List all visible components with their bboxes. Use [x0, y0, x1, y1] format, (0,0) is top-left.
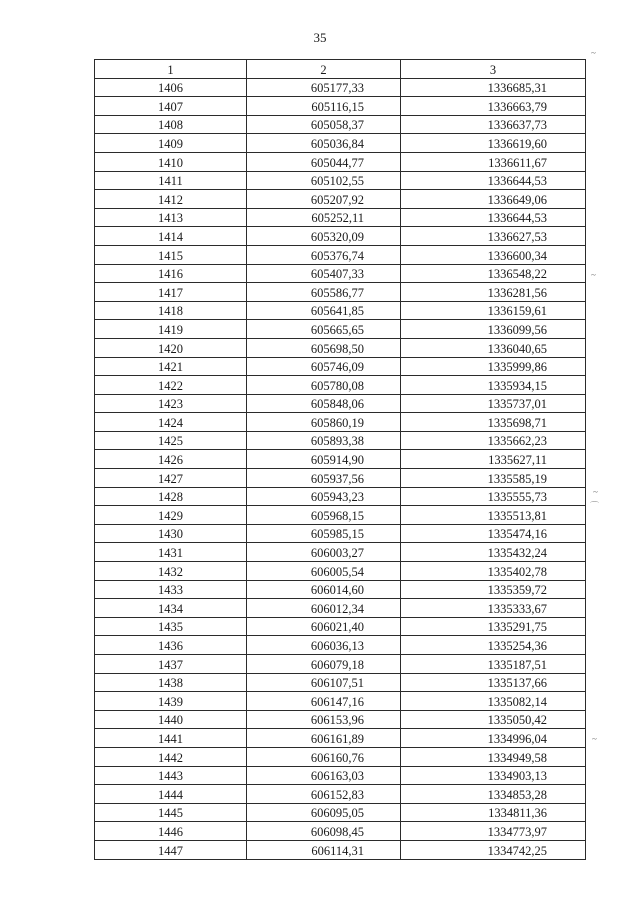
cell-point-number: 1446 [95, 822, 247, 841]
table-row [95, 97, 586, 116]
cell-point-number: 1406 [95, 78, 247, 97]
column-header-point-number: 1 [95, 60, 247, 79]
cell-x-coordinate: 606114,31 [247, 840, 401, 859]
cell-y-coordinate: 1336637,73 [401, 115, 586, 134]
cell-x-coordinate: 606161,89 [247, 729, 401, 748]
cell-x-coordinate: 605376,74 [247, 245, 401, 264]
cell-point-number: 1434 [95, 599, 247, 618]
table-row [95, 413, 586, 432]
cell-x-coordinate: 606079,18 [247, 655, 401, 674]
cell-x-coordinate: 605116,15 [247, 97, 401, 116]
table-header-row [95, 60, 586, 79]
cell-y-coordinate: 1335999,86 [401, 357, 586, 376]
cell-y-coordinate: 1334773,97 [401, 822, 586, 841]
table-row [95, 822, 586, 841]
table-row [95, 208, 586, 227]
cell-point-number: 1428 [95, 487, 247, 506]
cell-x-coordinate: 606098,45 [247, 822, 401, 841]
cell-y-coordinate: 1336281,56 [401, 283, 586, 302]
cell-x-coordinate: 606014,60 [247, 580, 401, 599]
table-row [95, 431, 586, 450]
cell-x-coordinate: 605641,85 [247, 301, 401, 320]
cell-x-coordinate: 606163,03 [247, 766, 401, 785]
cell-point-number: 1413 [95, 208, 247, 227]
cell-point-number: 1443 [95, 766, 247, 785]
cell-point-number: 1447 [95, 840, 247, 859]
cell-x-coordinate: 605407,33 [247, 264, 401, 283]
cell-x-coordinate: 605893,38 [247, 431, 401, 450]
table-row [95, 673, 586, 692]
cell-y-coordinate: 1334742,25 [401, 840, 586, 859]
cell-x-coordinate: 606095,05 [247, 803, 401, 822]
table-row [95, 320, 586, 339]
cell-x-coordinate: 605207,92 [247, 190, 401, 209]
table-row [95, 766, 586, 785]
scan-artifact-mark: ~ [591, 48, 596, 58]
scan-artifact-mark: ~ [593, 487, 598, 497]
cell-point-number: 1438 [95, 673, 247, 692]
cell-y-coordinate: 1335082,14 [401, 692, 586, 711]
cell-y-coordinate: 1335333,67 [401, 599, 586, 618]
cell-y-coordinate: 1334811,36 [401, 803, 586, 822]
table-row [95, 450, 586, 469]
table-row [95, 469, 586, 488]
cell-y-coordinate: 1336627,53 [401, 227, 586, 246]
cell-y-coordinate: 1335291,75 [401, 617, 586, 636]
cell-y-coordinate: 1334949,58 [401, 747, 586, 766]
scan-artifact-mark: ~ [591, 270, 596, 280]
table-row [95, 357, 586, 376]
cell-x-coordinate: 605968,15 [247, 506, 401, 525]
cell-point-number: 1437 [95, 655, 247, 674]
cell-x-coordinate: 606005,54 [247, 562, 401, 581]
cell-point-number: 1410 [95, 152, 247, 171]
cell-x-coordinate: 605943,23 [247, 487, 401, 506]
cell-point-number: 1433 [95, 580, 247, 599]
table-row [95, 785, 586, 804]
cell-x-coordinate: 605102,55 [247, 171, 401, 190]
cell-x-coordinate: 606160,76 [247, 747, 401, 766]
cell-y-coordinate: 1336644,53 [401, 208, 586, 227]
table-row [95, 747, 586, 766]
cell-point-number: 1439 [95, 692, 247, 711]
cell-y-coordinate: 1336649,06 [401, 190, 586, 209]
cell-y-coordinate: 1335050,42 [401, 710, 586, 729]
table-row [95, 580, 586, 599]
cell-x-coordinate: 606003,27 [247, 543, 401, 562]
cell-x-coordinate: 605044,77 [247, 152, 401, 171]
cell-point-number: 1431 [95, 543, 247, 562]
table-row [95, 190, 586, 209]
table-row [95, 636, 586, 655]
table-row [95, 543, 586, 562]
table-row [95, 227, 586, 246]
scan-artifact-mark: ~ [592, 734, 597, 744]
cell-y-coordinate: 1335662,23 [401, 431, 586, 450]
cell-point-number: 1409 [95, 134, 247, 153]
cell-x-coordinate: 605698,50 [247, 338, 401, 357]
table-row [95, 524, 586, 543]
cell-point-number: 1444 [95, 785, 247, 804]
cell-y-coordinate: 1335474,16 [401, 524, 586, 543]
cell-point-number: 1414 [95, 227, 247, 246]
column-header-x: 2 [247, 60, 401, 79]
cell-point-number: 1423 [95, 394, 247, 413]
table-row [95, 840, 586, 859]
cell-y-coordinate: 1335432,24 [401, 543, 586, 562]
cell-y-coordinate: 1335934,15 [401, 376, 586, 395]
table-row [95, 487, 586, 506]
cell-point-number: 1445 [95, 803, 247, 822]
cell-y-coordinate: 1336040,65 [401, 338, 586, 357]
cell-point-number: 1421 [95, 357, 247, 376]
cell-point-number: 1419 [95, 320, 247, 339]
cell-x-coordinate: 605177,33 [247, 78, 401, 97]
cell-point-number: 1441 [95, 729, 247, 748]
table-row [95, 729, 586, 748]
cell-x-coordinate: 606147,16 [247, 692, 401, 711]
cell-point-number: 1425 [95, 431, 247, 450]
table-row [95, 376, 586, 395]
cell-y-coordinate: 1335137,66 [401, 673, 586, 692]
cell-y-coordinate: 1335359,72 [401, 580, 586, 599]
cell-y-coordinate: 1335555,73 [401, 487, 586, 506]
cell-y-coordinate: 1335513,81 [401, 506, 586, 525]
cell-y-coordinate: 1335737,01 [401, 394, 586, 413]
table-row [95, 115, 586, 134]
cell-x-coordinate: 605914,90 [247, 450, 401, 469]
cell-y-coordinate: 1336611,67 [401, 152, 586, 171]
cell-x-coordinate: 605320,09 [247, 227, 401, 246]
table-row [95, 506, 586, 525]
cell-x-coordinate: 606021,40 [247, 617, 401, 636]
cell-x-coordinate: 605848,06 [247, 394, 401, 413]
cell-x-coordinate: 605036,84 [247, 134, 401, 153]
table-row [95, 134, 586, 153]
table-row [95, 338, 586, 357]
cell-point-number: 1440 [95, 710, 247, 729]
table-row [95, 599, 586, 618]
cell-x-coordinate: 606036,13 [247, 636, 401, 655]
cell-y-coordinate: 1336159,61 [401, 301, 586, 320]
table-row [95, 264, 586, 283]
table-row [95, 803, 586, 822]
cell-point-number: 1416 [95, 264, 247, 283]
table-row [95, 617, 586, 636]
table-row [95, 301, 586, 320]
cell-x-coordinate: 605937,56 [247, 469, 401, 488]
table-row [95, 710, 586, 729]
cell-point-number: 1430 [95, 524, 247, 543]
cell-y-coordinate: 1336685,31 [401, 78, 586, 97]
cell-point-number: 1432 [95, 562, 247, 581]
cell-y-coordinate: 1334903,13 [401, 766, 586, 785]
cell-x-coordinate: 606012,34 [247, 599, 401, 618]
cell-point-number: 1429 [95, 506, 247, 525]
cell-point-number: 1436 [95, 636, 247, 655]
cell-point-number: 1442 [95, 747, 247, 766]
cell-x-coordinate: 605058,37 [247, 115, 401, 134]
table-row [95, 283, 586, 302]
page-number: 35 [313, 30, 327, 45]
column-header-y: 3 [401, 60, 586, 79]
cell-point-number: 1427 [95, 469, 247, 488]
cell-point-number: 1420 [95, 338, 247, 357]
cell-y-coordinate: 1335254,36 [401, 636, 586, 655]
cell-point-number: 1412 [95, 190, 247, 209]
cell-y-coordinate: 1335187,51 [401, 655, 586, 674]
cell-x-coordinate: 605780,08 [247, 376, 401, 395]
table-row [95, 78, 586, 97]
table-row [95, 394, 586, 413]
cell-y-coordinate: 1336548,22 [401, 264, 586, 283]
cell-y-coordinate: 1335585,19 [401, 469, 586, 488]
table-row [95, 245, 586, 264]
table-row [95, 655, 586, 674]
table-row [95, 562, 586, 581]
cell-y-coordinate: 1335627,11 [401, 450, 586, 469]
cell-point-number: 1415 [95, 245, 247, 264]
coordinates-table [94, 59, 586, 860]
cell-point-number: 1426 [95, 450, 247, 469]
cell-x-coordinate: 605586,77 [247, 283, 401, 302]
cell-x-coordinate: 606153,96 [247, 710, 401, 729]
cell-point-number: 1424 [95, 413, 247, 432]
cell-x-coordinate: 606107,51 [247, 673, 401, 692]
cell-x-coordinate: 605860,19 [247, 413, 401, 432]
cell-point-number: 1407 [95, 97, 247, 116]
table-body [95, 78, 586, 859]
cell-point-number: 1422 [95, 376, 247, 395]
cell-y-coordinate: 1336099,56 [401, 320, 586, 339]
cell-x-coordinate: 605252,11 [247, 208, 401, 227]
cell-point-number: 1418 [95, 301, 247, 320]
table-row [95, 171, 586, 190]
cell-point-number: 1408 [95, 115, 247, 134]
cell-x-coordinate: 605665,65 [247, 320, 401, 339]
cell-y-coordinate: 1336600,34 [401, 245, 586, 264]
cell-x-coordinate: 605746,09 [247, 357, 401, 376]
cell-x-coordinate: 606152,83 [247, 785, 401, 804]
cell-y-coordinate: 1336619,60 [401, 134, 586, 153]
cell-point-number: 1435 [95, 617, 247, 636]
cell-y-coordinate: 1336663,79 [401, 97, 586, 116]
cell-y-coordinate: 1335402,78 [401, 562, 586, 581]
scan-artifact-mark: ⌒ [590, 501, 600, 511]
table-row [95, 692, 586, 711]
table-row [95, 152, 586, 171]
cell-point-number: 1411 [95, 171, 247, 190]
cell-x-coordinate: 605985,15 [247, 524, 401, 543]
cell-y-coordinate: 1334853,28 [401, 785, 586, 804]
cell-y-coordinate: 1335698,71 [401, 413, 586, 432]
cell-point-number: 1417 [95, 283, 247, 302]
cell-y-coordinate: 1334996,04 [401, 729, 586, 748]
cell-y-coordinate: 1336644,53 [401, 171, 586, 190]
